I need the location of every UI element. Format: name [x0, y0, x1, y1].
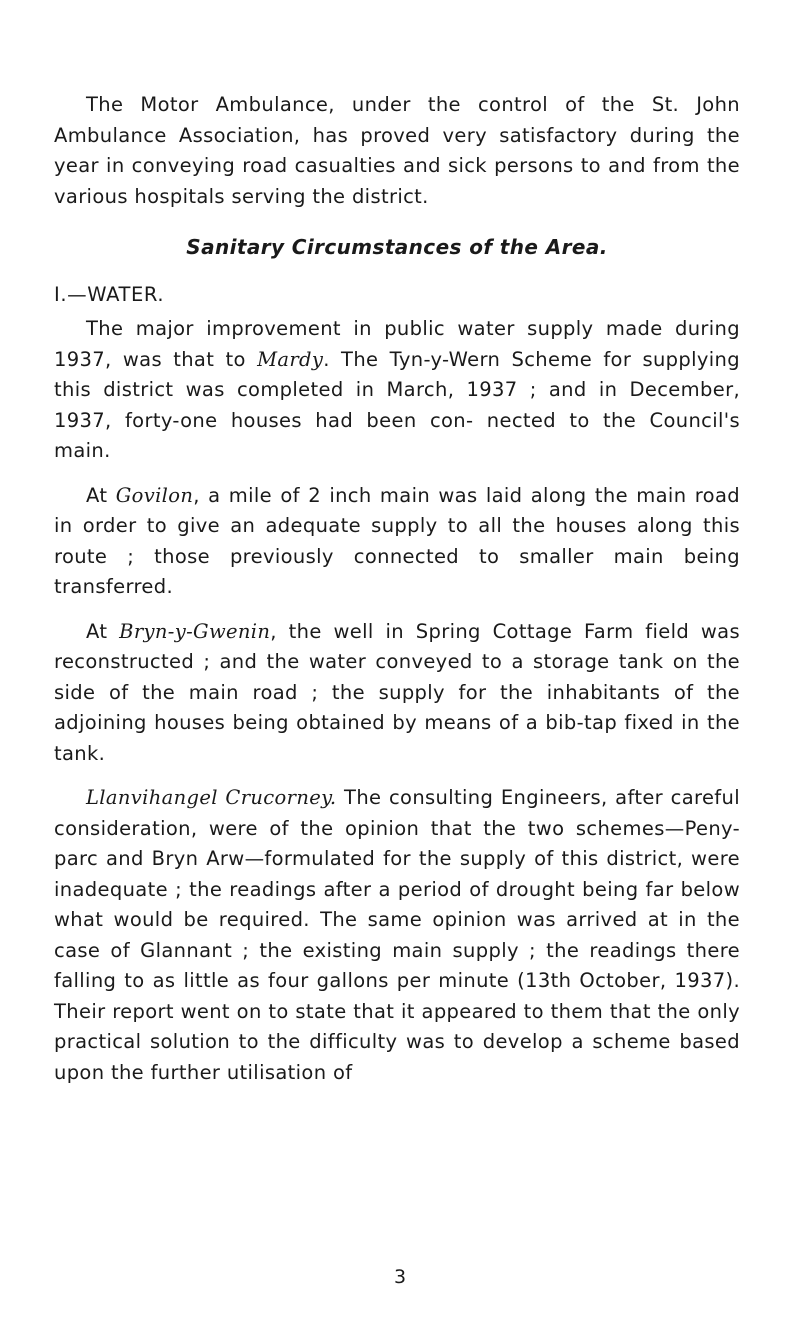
place-mardy: Mardy: [257, 347, 324, 371]
govilon-text-a: At: [86, 483, 116, 507]
section-heading: Sanitary Circumstances of the Area.: [186, 235, 608, 259]
bryn-y-gwenin-text-a: At: [86, 619, 120, 643]
place-govilon: Govilon: [115, 483, 194, 507]
page-number: 3: [393, 1266, 407, 1288]
govilon-text-b: , a mile of 2 inch main was laid along the main road in order to give an adequate supply to all the houses along this route ; those previously connected to smaller main being transferred.: [54, 483, 740, 598]
water-section-label: I.—WATER.: [54, 283, 165, 306]
llanvihangel-text: The consulting Engineers, after careful consideration, were of the opinion that the two schemes—Peny-parc and Bryn Arw—formulated for the supply of this district, were inadequate ; the readings after a period of drought being far below what would be required. The same opinion was arrived at in the case of Glannant ; the existing main supply ; the readings there falling to as little as four gallons per minute (13th October, 1937). Their report went on to state that it appeared to them that the only practical solution to the difficulty was to develop a scheme based upon the further utilisation of: [54, 786, 740, 1084]
bryn-y-gwenin-text-b: , the well in Spring Cottage Farm field was reconstructed ; and the water conveyed to a storage tank on the side of the main road ; the supply for the inhabitants of the adjoining houses being obtained by means of a bib-tap fixed in the tank.: [54, 619, 740, 765]
llanvihangel-paragraph: [54, 783, 740, 1088]
bryn-y-gwenin-paragraph: [54, 617, 740, 770]
place-llanvihangel-crucorney: Llanvihangel Crucorney.: [86, 786, 337, 809]
place-bryn-y-gwenin: Bryn-y-Gwenin: [119, 619, 271, 643]
ambulance-paragraph: [54, 90, 740, 212]
mardy-text-a: The major improvement in public water supply made during 1937, was that to: [54, 317, 740, 371]
mardy-text-b: . The Tyn-y-Wern Scheme for supplying this district was completed in March, 1937 ; and in December, 1937, forty-one houses had been con- nected to the Council's main.: [54, 347, 740, 462]
mardy-paragraph: [54, 314, 740, 467]
ambulance-text: The Motor Ambulance, under the control of the St. John Ambulance Association, has proved very satisfactory during the year in conveying road casualties and sick persons to and from the various hospitals serving the district.: [54, 93, 740, 208]
govilon-paragraph: [54, 481, 740, 603]
